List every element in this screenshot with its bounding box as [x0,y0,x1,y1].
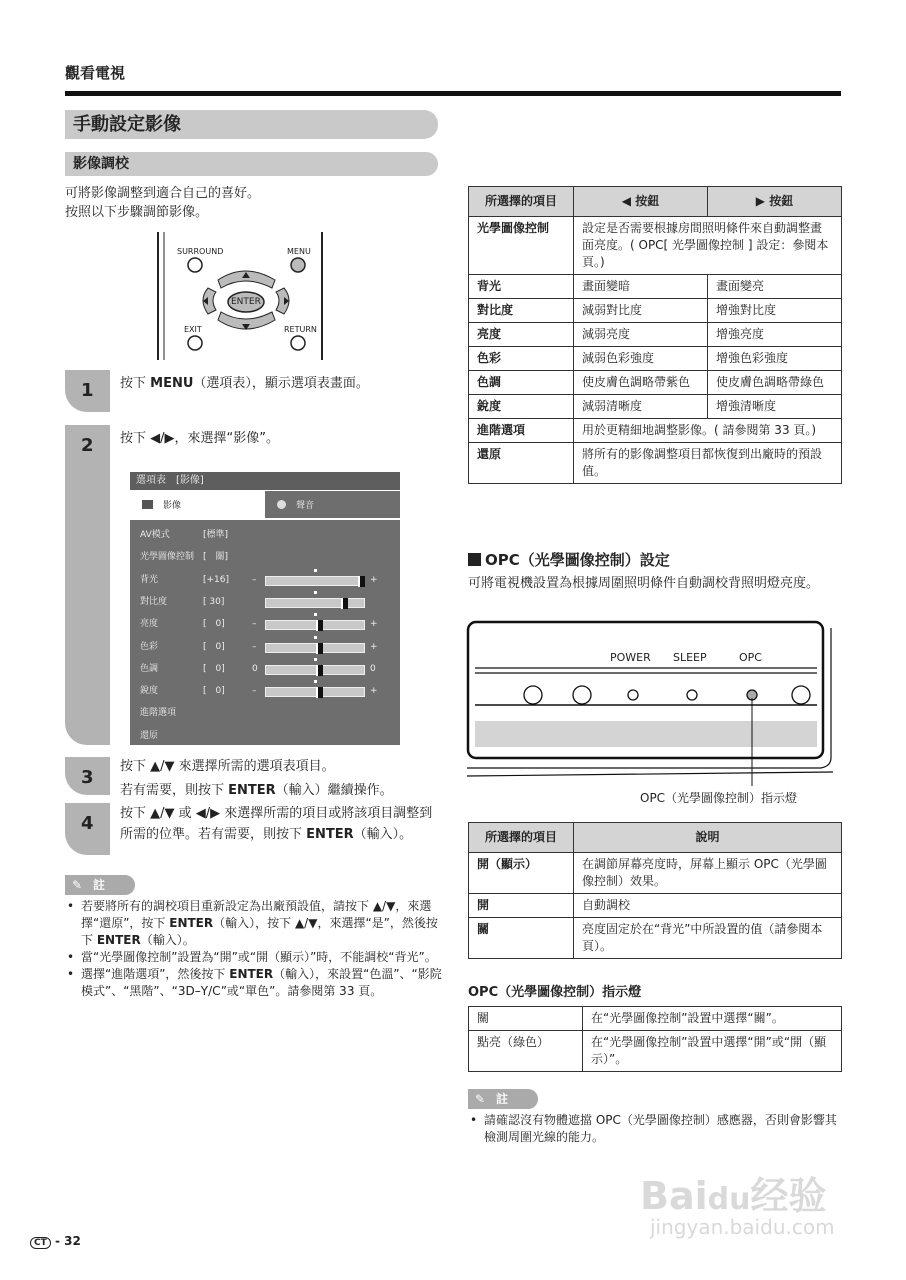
page-title: 手動設定影像 [65,110,438,139]
menu-screen [130,472,400,745]
slider-plus: 0 [370,663,376,674]
page-number: - 32 [54,1234,81,1248]
notes-list: • 請確認沒有物體遮擋 OPC（光學圖像控制）感應器，否則會影響其檢測周圍光線的能力。 [468,1112,844,1146]
menu-row[interactable] [140,591,395,613]
exit-label: EXIT [184,325,202,334]
slider-knob[interactable] [358,576,365,587]
menu-row-label: 銳度 [140,686,159,697]
paperclip-icon: ✎ [72,878,83,892]
opc-title: OPC（光學圖像控制）設定 [468,549,670,570]
slider-minus: – [252,619,257,630]
table-row: 進階選項 用於更精細地調整影像。( 請參閱第 33 頁。) [469,419,842,443]
slider-knob[interactable] [341,598,348,609]
slider[interactable] [265,576,365,586]
speaker-icon [277,500,286,509]
table-row: 銳度 減弱清晰度 增強清晰度 [469,395,842,419]
indicator-table [468,1006,842,1072]
note-item: • 選擇“進階選項”，然後按下 ENTER（輸入），來設置“色溫”、“影院模式”、“黑階”、“3D–Y/C”或“單色”。請參閱第 33 頁。 [65,966,443,1000]
menu-row-value: [標準] [203,530,229,540]
menu-row[interactable] [140,658,395,680]
menu-row-value: [ 0] [203,686,225,697]
menu-row-value: [+16] [203,574,230,585]
step-number: 3 [65,757,110,795]
opc-table: 所選擇的項目 說明 開（顯示） 在調節屏幕亮度時，屏幕上顯示 OPC（光學圖像控制）效果。 開 自動調校 關 亮度固定於在“背光”中所設置的值（請參閱本頁）。 [468,822,842,959]
intro-text: 可將影像調整到適合自己的喜好。 按照以下步驟調節影像。 [65,186,261,220]
section-subtitle: 影像調校 [65,152,438,176]
menu-row[interactable] [140,569,395,591]
slider[interactable] [265,643,365,653]
square-bullet-icon [468,553,481,566]
table-row: 開 自動調校 [469,894,842,918]
slider-plus: + [370,574,378,585]
watermark-url: jingyan.baidu.com [650,1215,835,1239]
table-row: 還原 將所有的影像調整項目都恢復到出廠時的預設值。 [469,443,842,484]
menu-row[interactable] [140,613,395,635]
menu-row-label: 進階選項 [140,708,177,719]
menu-row[interactable] [140,636,395,658]
slider-plus: + [370,686,378,697]
table-row: 光學圖像控制 設定是否需要根據房間照明條件來自動調整畫面亮度。( OPC[ 光學圖像控制 ] 設定：參閱本頁。) [469,217,842,275]
slider[interactable] [265,687,365,697]
menu-button [291,258,305,272]
page-footer [30,1234,81,1249]
opc-label: OPC [739,651,762,664]
menu-row-label: 還原 [140,730,159,741]
menu-row-label: 光學圖像控制 [140,552,195,563]
table-row: 色調 使皮膚色調略帶紫色 使皮膚色調略帶綠色 [469,371,842,395]
enter-label: ENTER [231,297,261,307]
sleep-led [687,690,697,700]
menu-row-label: 亮度 [140,619,159,630]
menu-row[interactable] [140,546,395,568]
menu-label: MENU [287,247,311,256]
slider-knob[interactable] [316,687,323,698]
section-header: 觀看電視 [65,64,126,82]
menu-row[interactable] [140,524,395,546]
slider-knob[interactable] [316,665,323,676]
menu-row-value: [ 30] [203,596,225,607]
adjust-table: 所選擇的項目 ◀ 按鈕 ▶ 按鈕 光學圖像控制 設定是否需要根據房間照明條件來自動調整畫面亮度。( OPC[ 光學圖像控制 ] 設定：參閱本頁。) 背光 畫面變暗 畫面變亮 對比度 減弱對比度 增強對比度 亮度 減弱亮度 增強亮度 色彩 減弱色彩強度 增強色彩強度 色調 使皮膚色調略帶紫色 使皮膚色調略帶綠色 銳度 減弱清晰度 增強清晰度 進階選項 用於更精細地調整影像。( 請參閱第 33 頁。) 還原 將所有的影像調整項目都恢復到出廠時的預設值。 [468,186,842,484]
tab-audio[interactable]: 聲音 [265,491,400,518]
menu-row-label: 對比度 [140,596,168,607]
note-item: • 當“光學圖像控制”設置為“開”或“開（顯示）”時，不能調校“背光”。 [65,949,443,966]
step-number: 2 [65,425,110,745]
menu-row-label: 色調 [140,663,159,674]
return-label: RETURN [284,325,317,334]
power-led [628,690,638,700]
menu-row-label: 背光 [140,574,159,585]
picture-icon [142,500,153,509]
indicator-title: OPC（光學圖像控制）指示燈 [468,985,642,1000]
surround-label: SURROUND [177,247,224,256]
slider-minus: – [252,686,257,697]
watermark-logo: Baidu经验 [640,1174,827,1218]
menu-row[interactable] [140,680,395,702]
menu-row-value: [ 0] [203,641,225,652]
opc-desc: 可將電視機設置為根據周圍照明條件自動調校背照明燈亮度。 [468,576,820,591]
power-label: POWER [610,651,651,664]
step-2-text: 按下 ◀/▶，來選擇“影像”。 [120,431,279,446]
table-row: 色彩 減弱色彩強度 增強色彩強度 [469,347,842,371]
slider-plus: + [370,619,378,630]
slider-minus: 0 [252,663,258,674]
step-number: 4 [65,803,110,855]
slider-knob[interactable] [316,643,323,654]
menu-row-value: [ 0] [203,619,225,630]
header-rule [65,91,841,96]
note-item: • 若要將所有的調校項目重新設定為出廠預設值，請按下 ▲/▼，來選擇“還原”，按下 ENTER（輸入），按下 ▲/▼，來選擇“是”，然後按下 ENTER（輸入）。 [65,898,443,949]
table-row: 點亮（綠色） 在“光學圖像控制”設置中選擇“開”或“開（顯示）”。 [469,1031,842,1072]
slider-minus: – [252,641,257,652]
notes-list [65,898,443,1000]
step-3-text: 按下 ▲/▼ 來選擇所需的選項表項目。 若有需要，則按下 ENTER（輸入）繼續操作。 [120,759,393,798]
step-1-text: 按下 MENU（選項表），顯示選項表畫面。 [120,376,369,391]
opc-callout: OPC（光學圖像控制）指示燈 [640,791,798,805]
table-row: 背光 畫面變暗 畫面變亮 [469,275,842,299]
note-label: ✎ 註 [65,875,135,895]
tab-picture[interactable]: 影像 [130,491,265,518]
menu-row-value: [ 關] [203,552,229,563]
surround-button [188,258,202,272]
exit-button [188,336,202,350]
return-button [291,336,305,350]
slider-knob[interactable] [316,620,323,631]
menu-row-label: AV模式 [140,530,170,540]
slider-minus: – [252,574,257,585]
step-4-text: 按下 ▲/▼ 或 ◀/▶ 來選擇所需的項目或將該項目調整到所需的位準。若有需要，則按下 ENTER（輸入）。 [120,806,433,842]
menu-row-value: [ 0] [203,663,225,674]
note-label: ✎ 註 [468,1089,538,1109]
slider[interactable] [265,665,365,675]
slider[interactable] [265,620,365,630]
sleep-label: SLEEP [673,651,707,664]
slider[interactable] [265,598,365,608]
step-number: 1 [65,370,110,412]
table-row: 亮度 減弱亮度 增強亮度 [469,323,842,347]
menu-row[interactable] [140,725,395,747]
paperclip-icon: ✎ [475,1092,486,1106]
table-row: 開（顯示） 在調節屏幕亮度時，屏幕上顯示 OPC（光學圖像控制）效果。 [469,853,842,894]
language-badge: CT [30,1237,51,1249]
table-row: 對比度 減弱對比度 增強對比度 [469,299,842,323]
menu-row-label: 色彩 [140,641,159,652]
menu-header: 選項表 [影像] [130,472,400,490]
menu-row[interactable] [140,702,395,724]
table-row: 關 在“光學圖像控制”設置中選擇“關”。 [469,1007,842,1031]
tv-panel-diagram [465,618,845,818]
table-row: 關 亮度固定於在“背光”中所設置的值（請參閱本頁）。 [469,918,842,959]
slider-plus: + [370,641,378,652]
